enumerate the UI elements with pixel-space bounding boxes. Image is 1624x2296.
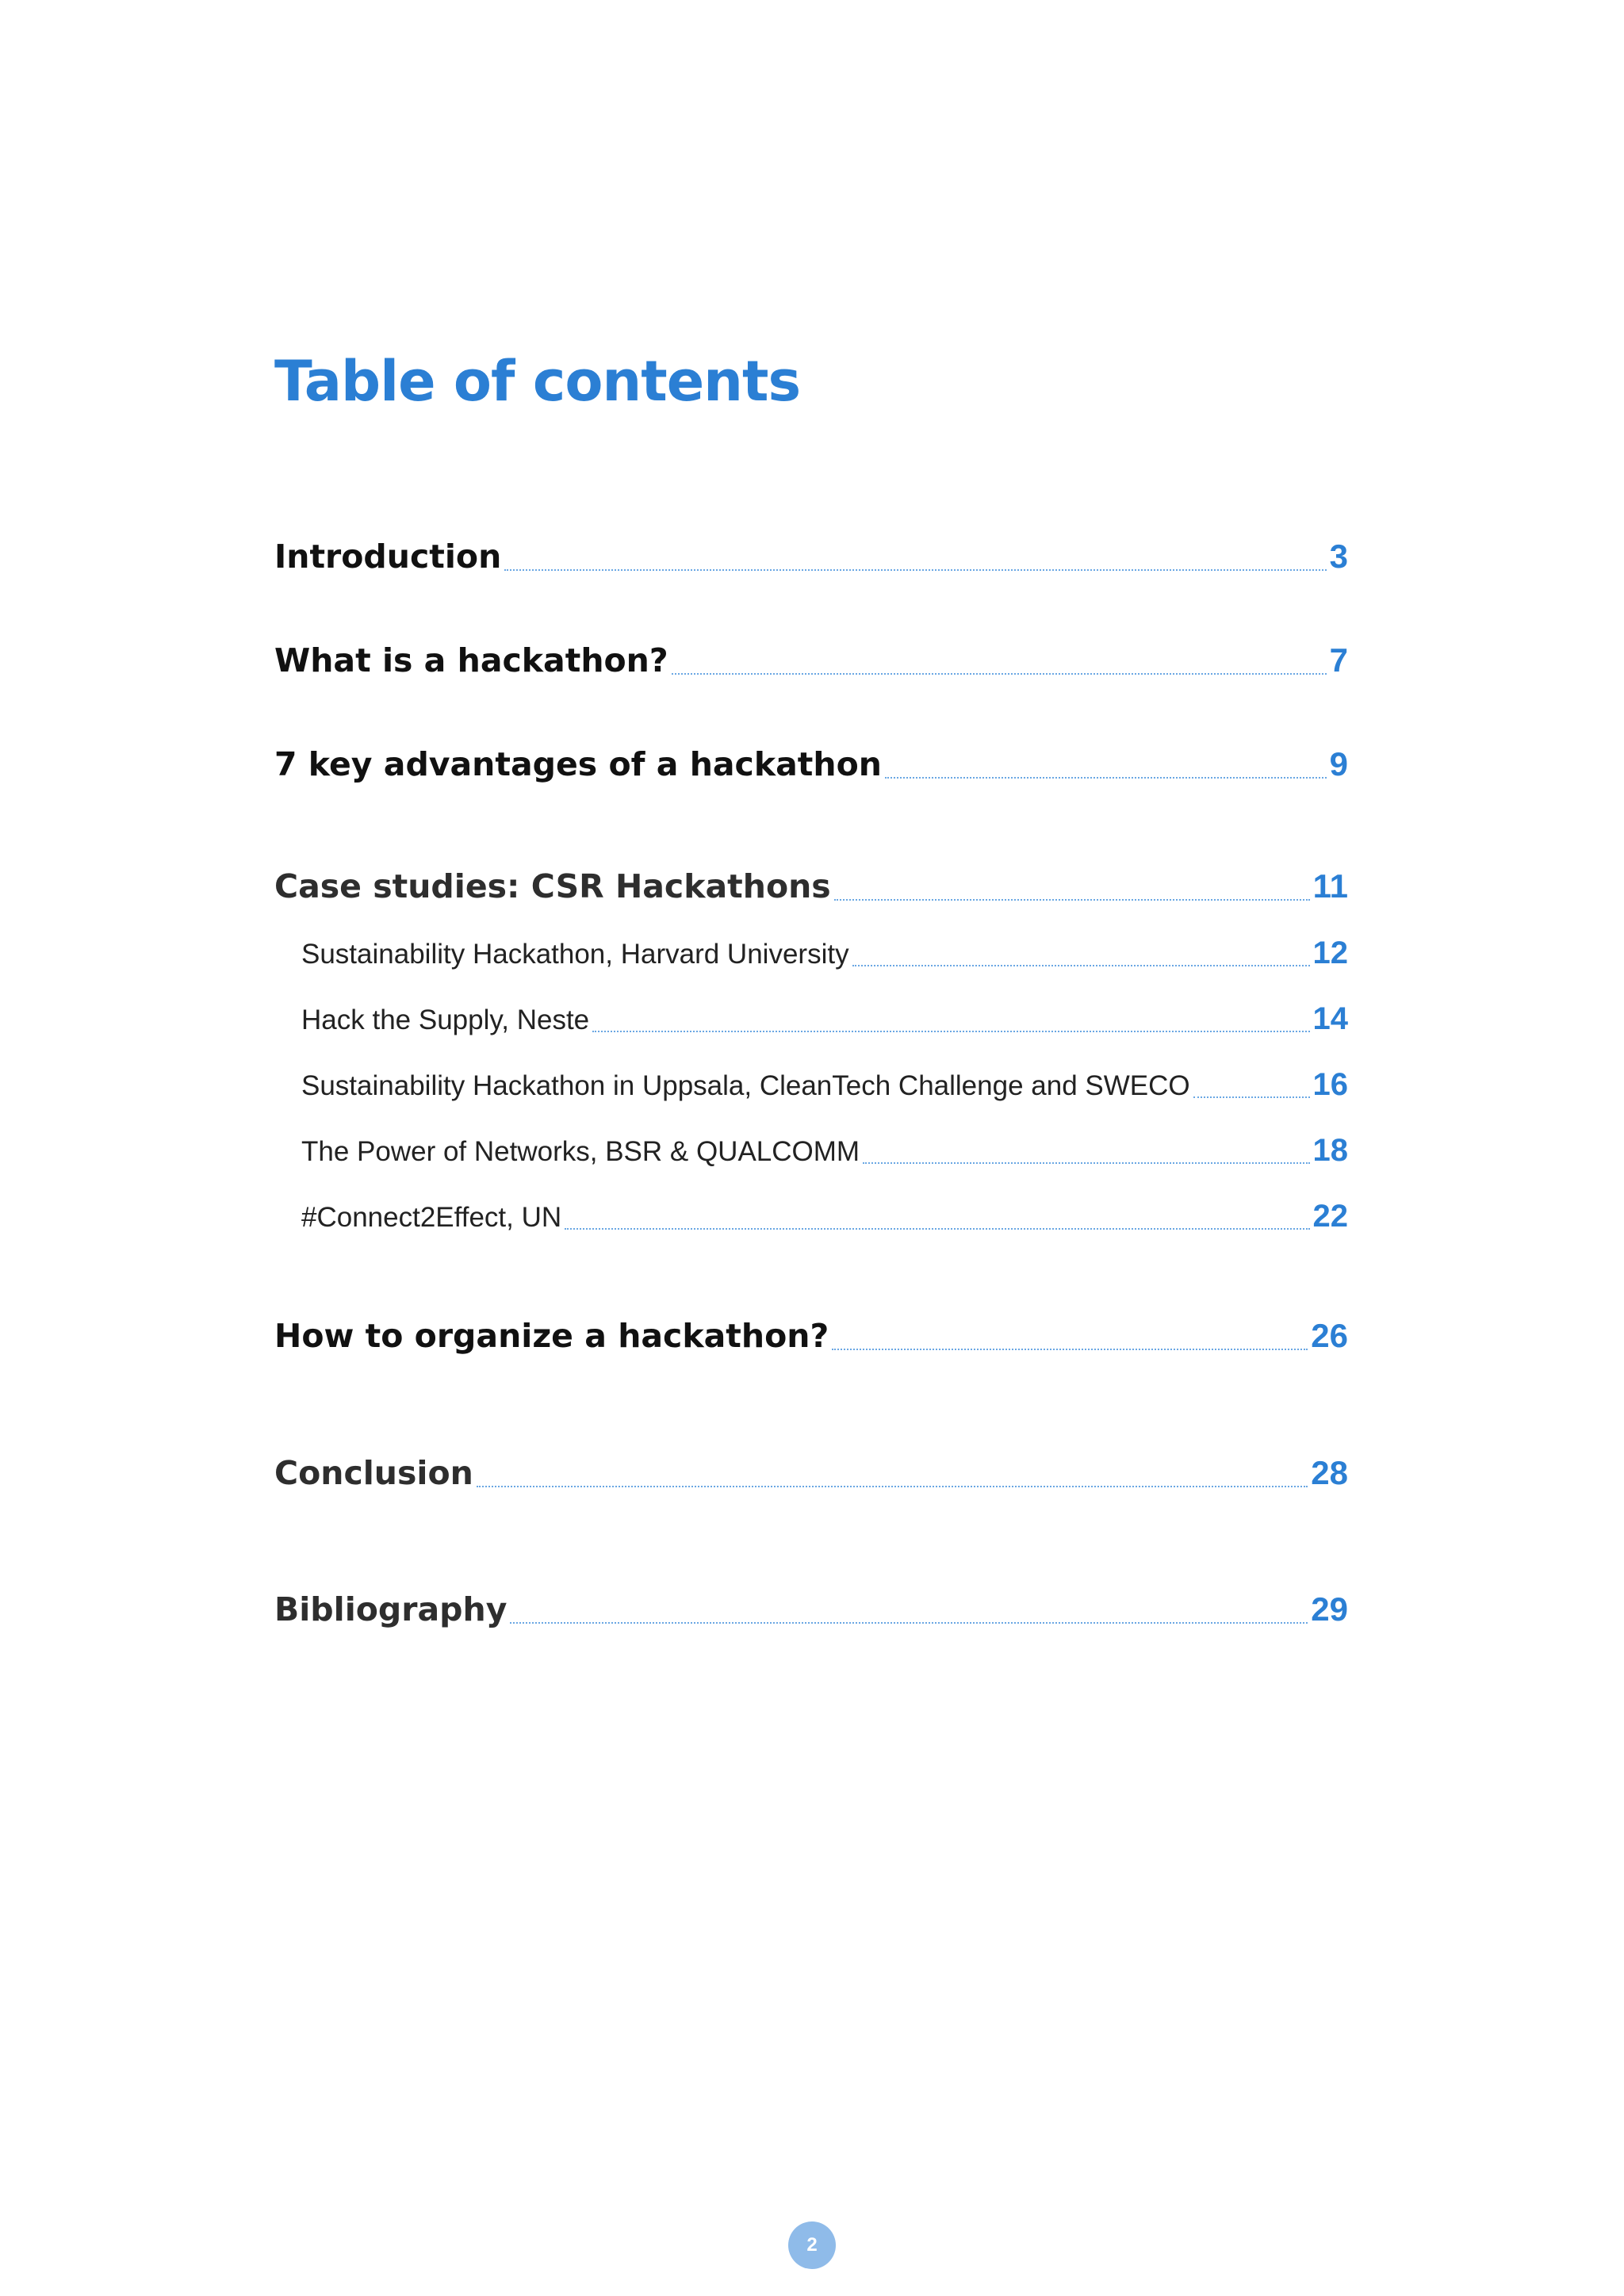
toc-entry-label: Sustainability Hackathon, Harvard University — [301, 939, 849, 970]
dotted-leader — [834, 899, 1310, 901]
toc-entry-label: Hack the Supply, Neste — [301, 1004, 590, 1035]
toc-subentry-uppsala[interactable] — [301, 1067, 1348, 1103]
dotted-leader — [510, 1622, 1308, 1624]
dotted-leader — [477, 1486, 1308, 1487]
dotted-leader — [672, 673, 1327, 675]
toc-subentry-neste[interactable] — [301, 1001, 1348, 1037]
toc-entry-page: 22 — [1312, 1199, 1348, 1234]
toc-entry-page: 3 — [1329, 538, 1348, 575]
toc-entry-page: 26 — [1311, 1317, 1348, 1354]
dotted-leader — [1193, 1096, 1310, 1098]
toc-entry-page: 11 — [1312, 867, 1348, 905]
dotted-leader — [863, 1162, 1309, 1164]
toc-subentry-connect2effect[interactable] — [301, 1199, 1348, 1234]
toc-entry-key-advantages[interactable] — [274, 745, 1348, 783]
toc-entry-page: 28 — [1311, 1454, 1348, 1491]
toc-entry-conclusion[interactable] — [274, 1454, 1348, 1492]
page-number-badge: 2 — [788, 2221, 836, 2269]
toc-entry-page: 7 — [1329, 641, 1348, 679]
toc-entry-label: Sustainability Hackathon in Uppsala, CleanTech Challenge and SWECO — [301, 1070, 1190, 1101]
toc-subentry-harvard[interactable] — [301, 936, 1348, 971]
toc-entry-label: The Power of Networks, BSR & QUALCOMM — [301, 1136, 860, 1167]
toc-subentry-bsr-qualcomm[interactable] — [301, 1133, 1348, 1169]
toc-entry-what-is-hackathon[interactable] — [274, 641, 1348, 679]
toc-entry-label: #Connect2Effect, UN — [301, 1202, 562, 1233]
dotted-leader — [565, 1228, 1309, 1230]
toc-entry-introduction[interactable] — [274, 538, 1348, 576]
toc-entry-label: How to organize a hackathon? — [274, 1317, 829, 1355]
toc-entry-case-studies[interactable] — [274, 867, 1348, 905]
toc-entry-page: 12 — [1312, 936, 1348, 970]
toc-entry-page: 18 — [1312, 1133, 1348, 1168]
toc-entry-label: What is a hackathon? — [274, 641, 668, 679]
toc-entry-page: 29 — [1311, 1590, 1348, 1628]
toc-entry-label: Bibliography — [274, 1590, 508, 1628]
dotted-leader — [832, 1349, 1308, 1350]
dotted-leader — [504, 569, 1326, 571]
toc-entry-page: 9 — [1329, 745, 1348, 783]
toc-entry-label: 7 key advantages of a hackathon — [274, 745, 882, 783]
toc-entry-label: Conclusion — [274, 1454, 473, 1492]
dotted-leader — [885, 777, 1327, 779]
dotted-leader — [592, 1031, 1309, 1032]
toc-entry-label: Introduction — [274, 538, 502, 576]
dotted-leader — [852, 965, 1310, 966]
toc-entry-label: Case studies: CSR Hackathons — [274, 867, 831, 905]
toc-entry-page: 16 — [1312, 1067, 1348, 1102]
page-title: Table of contents — [274, 349, 801, 414]
toc-entry-bibliography[interactable] — [274, 1590, 1348, 1628]
toc-entry-how-to-organize[interactable] — [274, 1317, 1348, 1355]
toc-entry-page: 14 — [1312, 1001, 1348, 1036]
